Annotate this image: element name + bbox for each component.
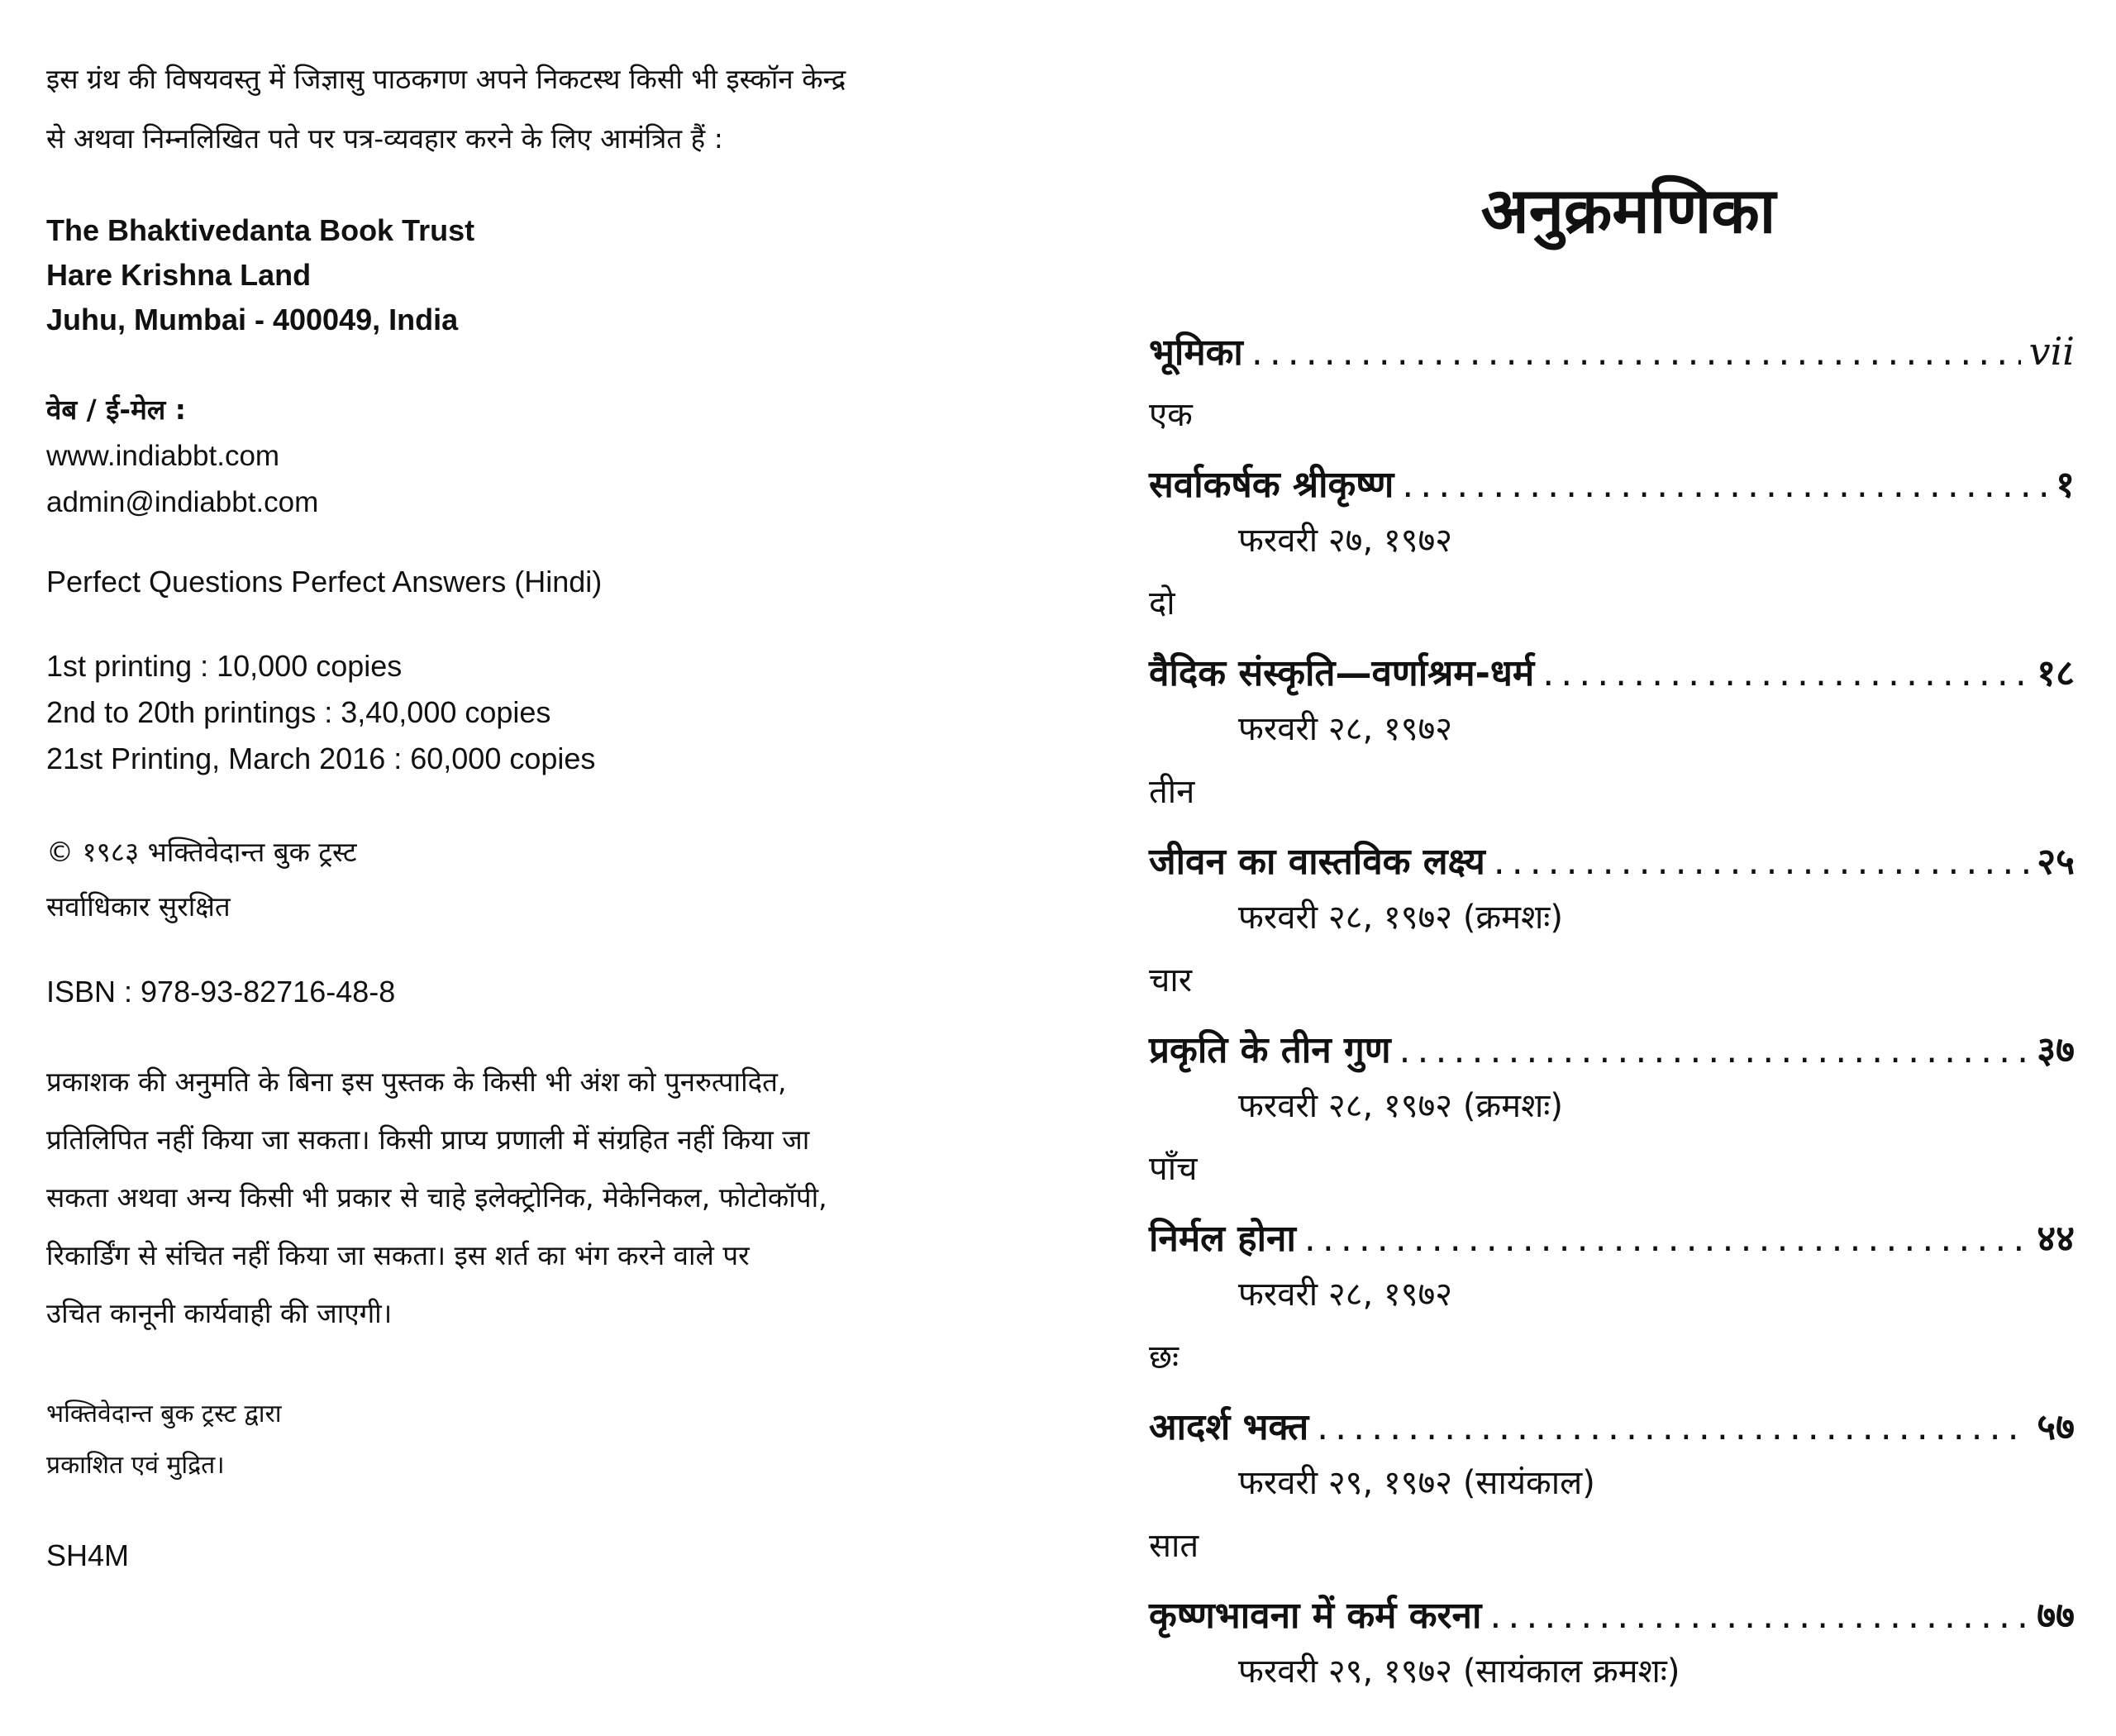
publisher-address-line: Hare Krishna Land	[46, 258, 312, 292]
toc-chapter	[1149, 382, 2075, 569]
isbn: ISBN : 978-93-82716-48-8	[46, 975, 396, 1009]
printing-history	[46, 643, 1022, 782]
entry-date: फरवरी २८, १९७२	[1238, 1276, 1453, 1314]
chapter-number: सात	[1149, 1527, 1199, 1565]
dot-leader	[1317, 1400, 2028, 1455]
contents-page	[1149, 165, 2075, 1700]
entry-title: वैदिक संस्कृति—वर्णाश्रम-धर्म	[1149, 652, 1535, 694]
toc-chapter	[1149, 1136, 2075, 1323]
chapter-number: पाँच	[1149, 1150, 1198, 1188]
entry-date: फरवरी २८, १९७२ (क्रमशः)	[1238, 899, 1563, 937]
rights-line: रिकार्डिंग से संचित नहीं किया जा सकता। इस शर्त का भंग करने वाले पर	[46, 1239, 750, 1271]
printing-line: 21st Printing, March 2016 : 60,000 copies	[46, 742, 596, 775]
entry-page: ७७	[2037, 1595, 2075, 1637]
printed-by-line: प्रकाशित एवं मुद्रित।	[46, 1451, 225, 1480]
toc-chapter	[1149, 947, 2075, 1134]
rights-reserved: सर्वाधिकार सुरक्षित	[46, 890, 231, 923]
book-title: Perfect Questions Perfect Answers (Hindi)	[46, 565, 603, 599]
dot-leader	[1304, 1212, 2028, 1266]
chapter-number: एक	[1149, 396, 1193, 434]
copyright-line: © १९८३ भक्तिवेदान्त बुक ट्रस्ट	[46, 836, 357, 868]
toc-chapter	[1149, 1513, 2075, 1700]
imprint-page	[46, 50, 1022, 1579]
entry-date: फरवरी २८, १९७२ (क्रमशः)	[1238, 1087, 1563, 1125]
publisher-address-line: Juhu, Mumbai - 400049, India	[46, 303, 459, 336]
entry-date: फरवरी २९, १९७२ (सायंकाल)	[1238, 1464, 1595, 1502]
rights-line: सकता अथवा अन्य किसी भी प्रकार से चाहे इलेक्ट्रोनिक, मेकेनिकल, फोटोकॉपी,	[46, 1181, 827, 1214]
copyright-notice	[46, 825, 1022, 934]
toc-chapter	[1149, 759, 2075, 946]
publisher-address	[46, 208, 1022, 342]
chapter-number: दो	[1149, 584, 1175, 622]
entry-page: vii	[2028, 329, 2075, 374]
entry-date: फरवरी २८, १९७२	[1238, 710, 1453, 748]
toc-entry-preface	[1149, 324, 2075, 380]
dot-leader	[1399, 1023, 2029, 1078]
entry-title: सर्वाकर्षक श्रीकृष्ण	[1149, 464, 1394, 506]
entry-page: ५७	[2037, 1406, 2075, 1448]
website: www.indiabbt.com	[46, 440, 280, 472]
toc-chapter	[1149, 1324, 2075, 1511]
chapter-number: छः	[1149, 1338, 1180, 1376]
entry-title: निर्मल होना	[1149, 1218, 1296, 1260]
dot-leader	[1402, 458, 2047, 513]
rights-line: उचित कानूनी कार्यवाही की जाएगी।	[46, 1297, 393, 1329]
printed-by	[46, 1389, 1022, 1491]
entry-title: भूमिका	[1149, 331, 1243, 374]
chapter-number: तीन	[1149, 773, 1195, 811]
contents-heading: अनुक्रमणिका	[1480, 174, 1776, 247]
entry-date: फरवरी २९, १९७२ (सायंकाल क्रमशः)	[1238, 1653, 1680, 1691]
rights-paragraph	[46, 1053, 1022, 1343]
entry-page: ३७	[2037, 1029, 2075, 1071]
printed-by-line: भक्तिवेदान्त बुक ट्रस्ट द्वारा	[46, 1400, 282, 1428]
entry-page: १८	[2037, 652, 2075, 694]
entry-page: २५	[2037, 841, 2075, 883]
web-contacts	[46, 433, 1022, 526]
toc-chapter	[1149, 570, 2075, 757]
rights-line: प्रतिलिपित नहीं किया जा सकता। किसी प्राप्य प्रणाली में संग्रहित नहीं किया जा	[46, 1123, 810, 1156]
entry-date: फरवरी २७, १९७२	[1238, 522, 1453, 560]
web-email-label: वेब / ई-मेल :	[46, 393, 186, 426]
printing-line: 1st printing : 10,000 copies	[46, 649, 403, 683]
email: admin@indiabbt.com	[46, 486, 319, 518]
intro-line: इस ग्रंथ की विषयवस्तु में जिज्ञासु पाठकगण अपने निकटस्थ किसी भी इस्कॉन केन्द्र	[46, 63, 846, 95]
publisher-name: The Bhaktivedanta Book Trust	[46, 213, 475, 247]
entry-title: जीवन का वास्तविक लक्ष्य	[1149, 841, 1485, 883]
entry-title: आदर्श भक्त	[1149, 1406, 1309, 1448]
chapter-number: चार	[1149, 961, 1193, 999]
dot-leader	[1251, 326, 2021, 380]
dot-leader	[1489, 1589, 2028, 1643]
intro-paragraph	[46, 50, 1022, 169]
rights-line: प्रकाशक की अनुमति के बिना इस पुस्तक के किसी भी अंश को पुनरुत्पादित,	[46, 1066, 787, 1098]
entry-title: प्रकृति के तीन गुण	[1149, 1029, 1391, 1071]
printing-line: 2nd to 20th printings : 3,40,000 copies	[46, 695, 551, 729]
dot-leader	[1542, 646, 2028, 701]
entry-title: कृष्णभावना में कर्म करना	[1149, 1595, 1482, 1637]
entry-page: ४४	[2037, 1218, 2075, 1260]
entry-page: १	[2056, 464, 2075, 506]
dot-leader	[1494, 835, 2029, 889]
print-code: SH4M	[46, 1538, 130, 1572]
intro-line: से अथवा निम्नलिखित पते पर पत्र-व्यवहार करने के लिए आमंत्रित हैं :	[46, 122, 723, 155]
